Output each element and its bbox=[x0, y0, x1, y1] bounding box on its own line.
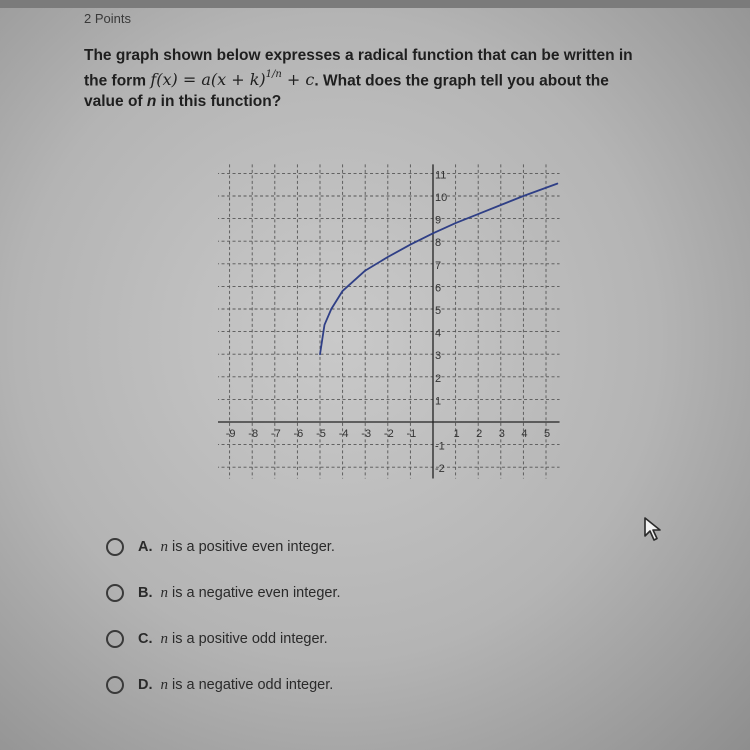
choice-a-rest: is a positive even integer. bbox=[168, 538, 335, 555]
question-line3-rest: in this function? bbox=[156, 93, 282, 111]
formula-suffix: + c bbox=[286, 70, 315, 90]
x-tick-label: 3 bbox=[498, 428, 505, 440]
x-tick-label: -3 bbox=[361, 428, 372, 440]
formula-exponent: 1/n bbox=[265, 69, 282, 80]
y-tick-label: -1 bbox=[435, 440, 445, 453]
y-tick-label: 1 bbox=[435, 395, 442, 408]
x-tick-label: -7 bbox=[270, 428, 281, 440]
y-tick-label: 5 bbox=[435, 305, 442, 317]
choice-b-letter: B. bbox=[138, 585, 153, 601]
y-tick-label: 9 bbox=[435, 214, 442, 227]
y-tick-label: 10 bbox=[435, 192, 448, 204]
radio-c[interactable] bbox=[106, 630, 124, 648]
choice-d[interactable] bbox=[106, 676, 333, 694]
y-tick-label: 7 bbox=[435, 259, 442, 272]
choice-c[interactable] bbox=[106, 630, 328, 648]
y-tick-label: -2 bbox=[435, 463, 445, 476]
choice-b-rest: is a negative even integer. bbox=[168, 584, 341, 601]
formula-base: f(x) = a(x + k) bbox=[150, 70, 266, 90]
question-text bbox=[84, 45, 684, 112]
question-prefix: the form bbox=[84, 72, 146, 90]
question-var-n: n bbox=[146, 93, 157, 111]
y-tick-label: 4 bbox=[435, 327, 442, 340]
choice-c-var: n bbox=[160, 630, 168, 647]
function-graph bbox=[218, 142, 568, 482]
y-tick-label: 6 bbox=[435, 282, 442, 295]
choice-c-letter: C. bbox=[138, 631, 153, 647]
formula bbox=[150, 70, 314, 89]
choice-d-rest: is a negative odd integer. bbox=[168, 676, 334, 693]
y-tick-label: 11 bbox=[435, 169, 447, 182]
choice-a[interactable] bbox=[106, 538, 335, 556]
points-label: 2 Points bbox=[84, 11, 131, 26]
radio-d[interactable] bbox=[106, 676, 124, 694]
x-tick-label: -2 bbox=[383, 428, 394, 440]
choice-a-var: n bbox=[160, 538, 168, 555]
choice-d-letter: D. bbox=[138, 677, 153, 693]
mouse-cursor-icon bbox=[643, 516, 665, 542]
choice-c-rest: is a positive odd integer. bbox=[168, 630, 328, 647]
choice-d-var: n bbox=[160, 676, 168, 693]
choice-a-text bbox=[161, 539, 335, 556]
x-tick-label: -4 bbox=[338, 428, 349, 440]
question-line-3 bbox=[84, 91, 684, 112]
choice-c-text bbox=[161, 631, 328, 648]
choice-a-letter: A. bbox=[138, 539, 153, 555]
x-tick-label: -9 bbox=[225, 428, 236, 440]
choice-d-text bbox=[161, 677, 334, 694]
choice-b-text bbox=[161, 585, 341, 602]
y-tick-label: 3 bbox=[435, 350, 442, 363]
question-line-2 bbox=[84, 66, 684, 91]
question-line-1: The graph shown below expresses a radical function that can be written in bbox=[84, 47, 633, 64]
x-tick-label: 2 bbox=[476, 428, 483, 440]
x-tick-label: 1 bbox=[453, 428, 460, 440]
x-tick-label: -8 bbox=[248, 428, 259, 440]
question-line3-prefix: value of bbox=[84, 93, 147, 111]
x-tick-label: -6 bbox=[293, 428, 304, 440]
x-tick-label: -1 bbox=[406, 428, 417, 440]
radio-b[interactable] bbox=[106, 584, 124, 602]
radio-a[interactable] bbox=[106, 538, 124, 556]
y-tick-label: 8 bbox=[435, 237, 442, 250]
x-tick-label: 4 bbox=[521, 428, 528, 440]
x-tick-label: 5 bbox=[543, 428, 551, 440]
top-strip bbox=[0, 0, 750, 8]
question-suffix: . What does the graph tell you about the bbox=[314, 72, 609, 90]
y-tick-label: 2 bbox=[435, 372, 442, 385]
choice-b-var: n bbox=[160, 584, 168, 601]
choice-b[interactable] bbox=[106, 584, 341, 602]
x-tick-label: -5 bbox=[316, 428, 326, 440]
